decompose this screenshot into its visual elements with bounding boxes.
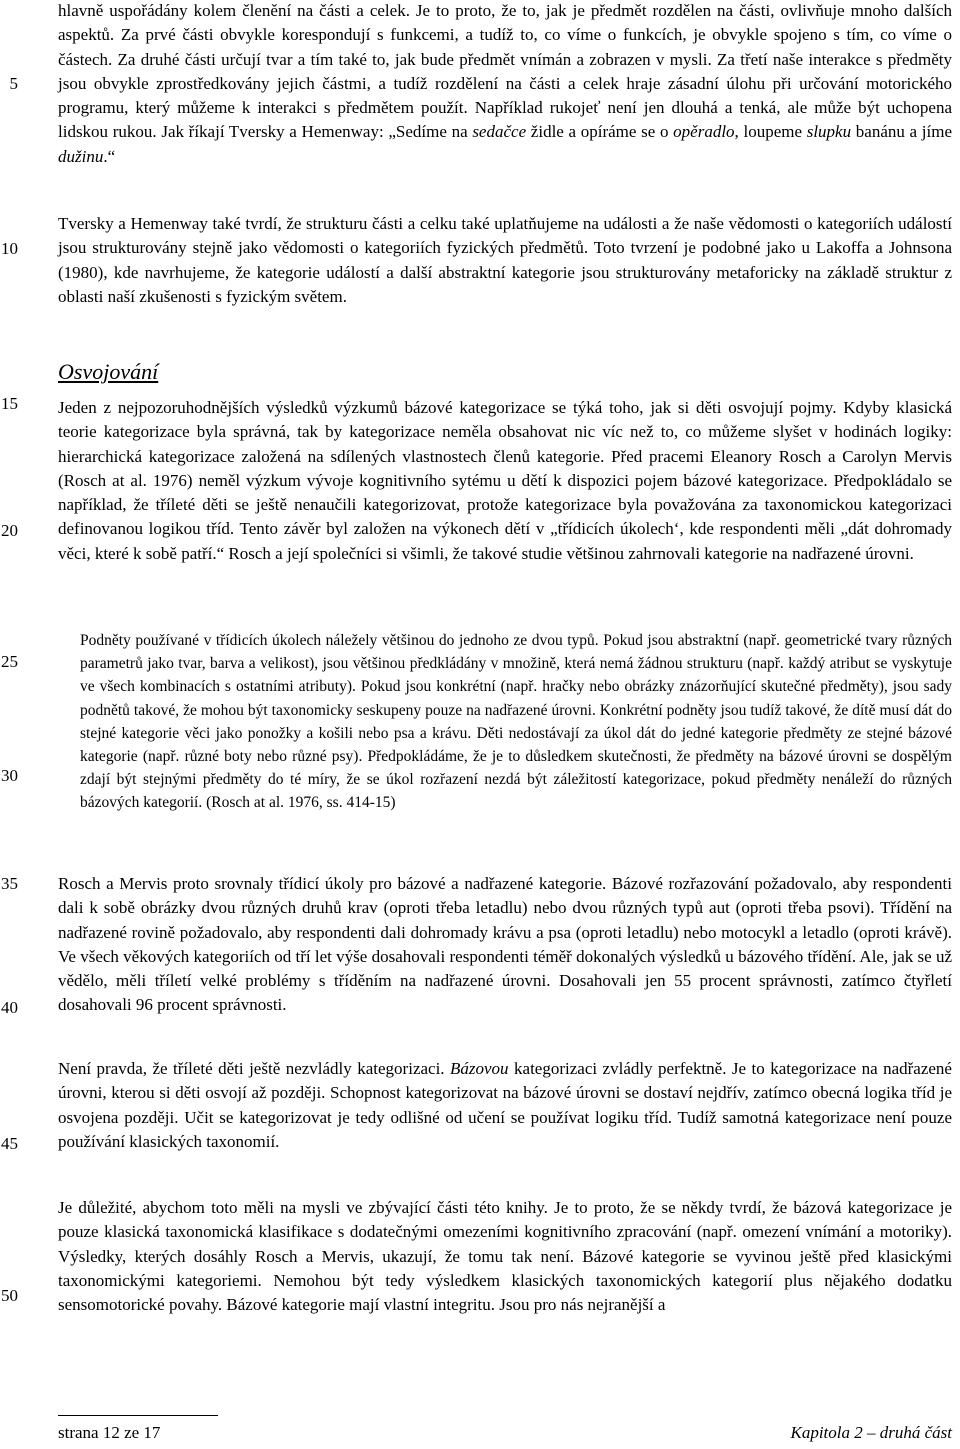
line-number-5: 5 xyxy=(9,74,18,93)
italic-term: dužinu xyxy=(58,146,104,166)
paragraph-text: hlavně uspořádány kolem členění na části a celek. Je to proto, že to, jak je předmět rozdělen na části, ovlivňuje mnoho dalších aspektů. Za prvé části obvykle korespondují s funkcemi, a tudíž to, co víme o funkcích, je obvykle spojeno s tím, co víme o částech. Za druhé části určují tvar a tím také to, jak bude předmět vnímán a zobrazen v mysli. Za třetí naše interakce s předměty jsou obvykle zprostředkovány jejich částmi, a tudíž rozdělení na části a celek hraje zásadní úlohu při určování motorického programu, který můžeme k interakci s předmětem použít. Například rukojeť není jen dlouhá a tenká, ale může být uchopena lidskou rukou. Jak říkají Tversky a Hemenway: „Sedíme na xyxy=(58,1,952,142)
paragraph-text: Jeden z nejpozoruhodnějších výsledků výzkumů bázové kategorizace se týká toho, jak si děti osvojují pojmy. Kdyby klasická teorie kategorizace byla správná, tak by kategorizace neměla obsahovat nic víc než to, co můžeme slyšet v hodinách logiky: hierarchická kategorizace založená na sdílených vlastnostech členů kategorie. Před pracemi Eleanory Rosch a Carolyn Mervis (Rosch at al. 1976) neměl výzkum vývoje kognitivního sytému u dětí k dispozici pojem bázové kategorizace. Předpokládalo se například, že tříleté děti se ještě nenaučili kategorizovat, protože kategorizace byla považována za taxonomickou kategorizaci definovanou logikou tříd. Tento závěr byl založen na výkonech dětí v „třídicích úkolech‘, kde respondenti měli „dát dohromady věci, které k sobě patří.“ Rosch a její společníci si všimli, že takové studie většinou zahrnovali kategorie na nadřazené úrovni. xyxy=(58,398,952,563)
italic-term: sedačce xyxy=(472,122,527,142)
paragraph-text: Tversky a Hemenway také tvrdí, že strukturu části a celku také uplatňujeme na události a že naše vědomosti o kategoriích událostí jsou strukturovány stejně jako vědomosti o kategoriích fyzických předmětů. Toto tvrzení je podobné jako u Lakoffa a Johnsona (1980), kde navrhujeme, že kategorie událostí a další abstraktní kategorie jsou strukturovány metaforicky na základě struktur z oblasti naší zkušenosti s fyzickým světem. xyxy=(58,214,952,306)
paragraph-events xyxy=(58,212,952,309)
paragraph-text: Není pravda, že tříleté děti ještě nezvládly kategorizaci. xyxy=(58,1059,451,1078)
paragraph-text: kategorizaci zvládly perfektně. Je to kategorizace na nadřazené úrovni, kterou si děti osvojí až později. Schopnost kategorizovat na bázové úrovni se dostaví nejdřív, zatímco obecná logika tříd je osvojena později. Učit se kategorizovat je tedy odlišné od učení se používat logiku tříd. Tudíž samotná kategorizace není pouze používání klasických taxonomií. xyxy=(58,1059,952,1151)
paragraph-text: .“ xyxy=(103,146,116,166)
line-number-15: 15 xyxy=(1,394,18,413)
paragraph-text: , loupeme xyxy=(734,122,807,142)
line-number-40: 40 xyxy=(1,998,18,1017)
paragraph-text: Je důležité, abychom toto měli na mysli ve zbývající části této knihy. Je to proto, že se někdy tvrdí, že bázová kategorizace je pouze klasická taxonomická klasifikace s dodatečnými omezeními kognitivního zpracování (např. omezení vnímání a motoriky). Výsledky, kterých dosáhly Rosch a Mervis, ukazují, že tomu tak není. Bázové kategorie se vyvinou ještě před klasickými taxonomickými kategoriemi. Nemohou být tedy výsledkem klasických taxonomických kategorií plus nějakého dodatku sensomotorické povahy. Bázové kategorie mají vlastní integritu. Jsou pro nás nejranější a xyxy=(58,1198,952,1315)
section-heading: Osvojování xyxy=(58,359,159,384)
chapter-label: Kapitola 2 – druhá část xyxy=(790,1423,952,1442)
paragraph-text: Rosch a Mervis proto srovnaly třídicí úkoly pro bázové a nadřazené kategorie. Bázové rozřazování požadovalo, aby respondenti dali k sobě obrázky dvou různých druhů krav (oproti třeba letadlu) nebo dvou různých typů aut (oproti třeba psovi). Třídění na nadřazené rovině požadovalo, aby respondenti dali dohromady krávu a psa (oproti letadlu) nebo motocykl a letadlo (oproti krávě). Ve všech věkových kategoriích od tří let výše dosahovali respondenti téměř dokonalých výsledků u bázového třídění. Ale, jak se už vědělo, měli tříletí velké problémy s tříděním na nadřazené úrovni. Dosahovali jen 55 procent správnosti, zatímco čtyřletí dosahovali 96 procent správnosti. xyxy=(58,874,952,1015)
footer-divider xyxy=(58,1415,218,1416)
paragraph-parts-and-wholes xyxy=(58,0,952,169)
block-quote: Podněty používané v třídicích úkolech náležely většinou do jednoho ze dvou typů. Pokud jsou abstraktní (např. geometrické tvary různých parametrů jako tvar, barva a velikost), jsou většinou předkládány v množině, která nemá žádnou strukturu (např. každý atribut se vyskytuje ve všech kombinacích s ostatními atributy). Pokud jsou konkrétní (např. hračky nebo obrázky znázorňující skutečné předměty), jsou sady podnětů takové, že mohou být taxonomicky seskupeny pouze na nadřazené úrovni. Konkrétní podněty jsou tudíž takové, že dítě musí dát do stejné kategorie věci jako ponožky a košili nebo psa a krávu. Děti nedostávají za úkol dát do jedné kategorie předměty ze stejné bázové kategorie (např. různé boty nebo různé psy). Předpokládáme, že je to důsledkem skutečnosti, že předměty na bázové úrovni se dospělým zdají být stejnými předměty do té míry, že se úkol rozřazení nezdá být záležitostí kategorizace, pokud předměty nenáleží do různých bázových kategorií. (Rosch at al. 1976, ss. 414-15) xyxy=(80,632,952,812)
line-number-25: 25 xyxy=(1,652,18,671)
line-number-35: 35 xyxy=(1,874,18,893)
paragraph-sorting-tasks xyxy=(58,872,952,1018)
line-number-45: 45 xyxy=(1,1134,18,1153)
paragraph-text: banánu a jíme xyxy=(851,122,952,142)
italic-term: slupku xyxy=(806,122,852,142)
line-number-30: 30 xyxy=(1,766,18,785)
italic-term: Bázovou xyxy=(450,1059,509,1078)
italic-term: opěradlo xyxy=(673,122,735,142)
paragraph-text: židle a opíráme se o xyxy=(526,122,674,142)
paragraph-basic-level xyxy=(58,1057,952,1154)
page-number: strana 12 ze 17 xyxy=(58,1423,161,1442)
paragraph-integrity xyxy=(58,1196,952,1317)
line-number-50: 50 xyxy=(1,1286,18,1305)
line-number-20: 20 xyxy=(1,521,18,540)
line-number-10: 10 xyxy=(1,239,18,258)
paragraph-acquisition xyxy=(58,396,952,566)
